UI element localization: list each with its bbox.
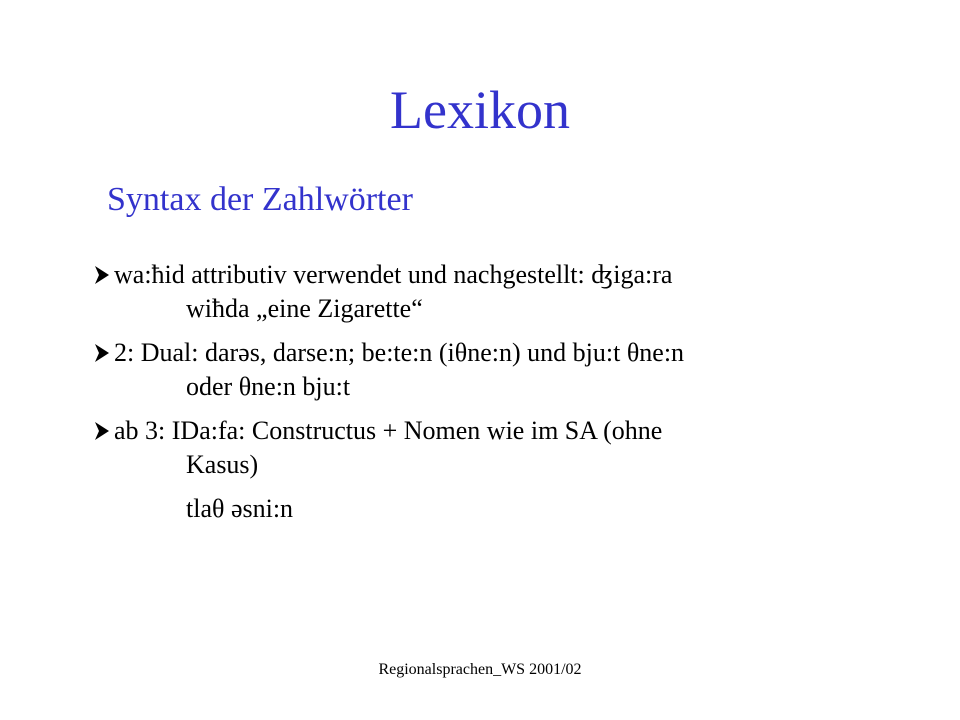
bullet-text: 2: Dual: darəs, darse:n; be:te:n (iθne:n) und bju:t θne:n bbox=[114, 338, 685, 367]
slide-subtitle: Syntax der Zahlwörter bbox=[107, 181, 413, 218]
bullet-item bbox=[96, 258, 916, 326]
bullet-list bbox=[96, 258, 916, 526]
arrow-bullet-icon bbox=[92, 419, 112, 443]
arrow-bullet-icon bbox=[92, 341, 112, 365]
bullet-text: wa:ħid attributiv verwendet und nachgestellt: ʤiga:ra bbox=[114, 260, 673, 289]
bullet-text-continued: Kasus) bbox=[186, 450, 259, 479]
slide-title: Lexikon bbox=[390, 80, 570, 140]
example-line: tlaθ əsni:n bbox=[186, 494, 294, 523]
bullet-item bbox=[96, 414, 916, 482]
bullet-text-continued: wiħda „eine Zigarette“ bbox=[186, 294, 423, 323]
bullet-text-continued: oder θne:n bju:t bbox=[186, 372, 351, 401]
arrow-bullet-icon bbox=[92, 263, 112, 287]
slide-footer: Regionalsprachen_WS 2001/02 bbox=[378, 661, 582, 678]
bullet-text: ab 3: IDa:fa: Constructus + Nomen wie im SA (ohne bbox=[114, 416, 663, 445]
bullet-item bbox=[96, 336, 916, 404]
